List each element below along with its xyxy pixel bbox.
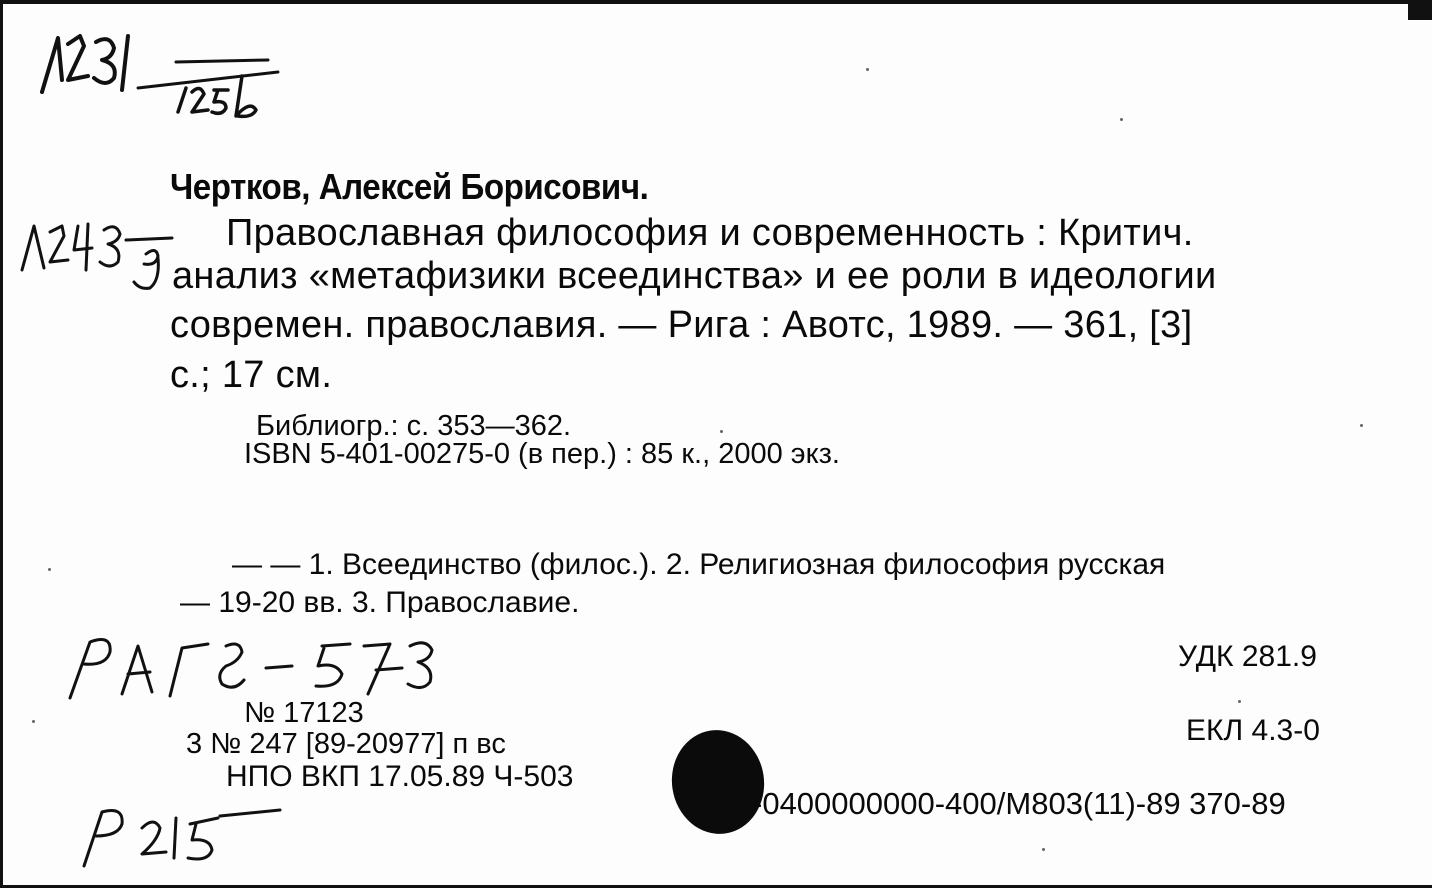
subjects-line-2: — 19-20 вв. 3. Православие.: [180, 586, 580, 619]
scan-speck: [1360, 424, 1363, 427]
scan-speck: [1238, 700, 1241, 703]
bibliography-note: Библиогр.: с. 353—362.: [256, 410, 572, 442]
udk-code: УДК 281.9: [1178, 640, 1317, 673]
handwritten-inventory-number: [28, 20, 308, 110]
subjects-line-1: — — 1. Всеединство (филос.). 2. Религиозная философия русская: [232, 548, 1166, 581]
handwritten-code-2: [70, 796, 290, 876]
scan-speck: [32, 720, 35, 723]
handwritten-code-1: [60, 626, 450, 706]
title-line-3: современ. православия. — Рига : Авотс, 1989. — 361, [3]: [170, 304, 1193, 346]
title-line-2: анализ «метафизики всеединства» и ее роли в идеологии: [172, 255, 1217, 297]
scan-speck: [720, 430, 723, 433]
order-line: 3 № 247 [89-20977] п вс: [186, 728, 506, 760]
author-heading: Чертков, Алексей Борисович.: [170, 166, 649, 207]
ekl-code: ЕКЛ 4.3-0: [1186, 714, 1320, 747]
isbn-line: ISBN 5-401-00275-0 (в пер.) : 85 к., 2000 экз.: [244, 438, 840, 470]
scan-speck: [866, 68, 869, 71]
card-left-border: [0, 0, 3, 888]
card-number: № 17123: [244, 697, 364, 729]
scan-speck: [1042, 848, 1045, 851]
handwritten-shelf-mark: [16, 210, 176, 310]
ink-blot: [665, 724, 771, 840]
scan-speck: [1120, 118, 1123, 121]
title-line-1: Православная философия и современность : Критич.: [226, 212, 1194, 254]
publication-code: -0400000000-400/М803(11)-89 370-89: [752, 786, 1286, 821]
corner-mark: [1408, 0, 1432, 20]
title-line-4: с.; 17 см.: [170, 354, 333, 396]
publisher-line: НПО ВКП 17.05.89 Ч-503: [226, 760, 574, 793]
card-top-border: [0, 0, 1432, 4]
scan-speck: [48, 568, 51, 571]
